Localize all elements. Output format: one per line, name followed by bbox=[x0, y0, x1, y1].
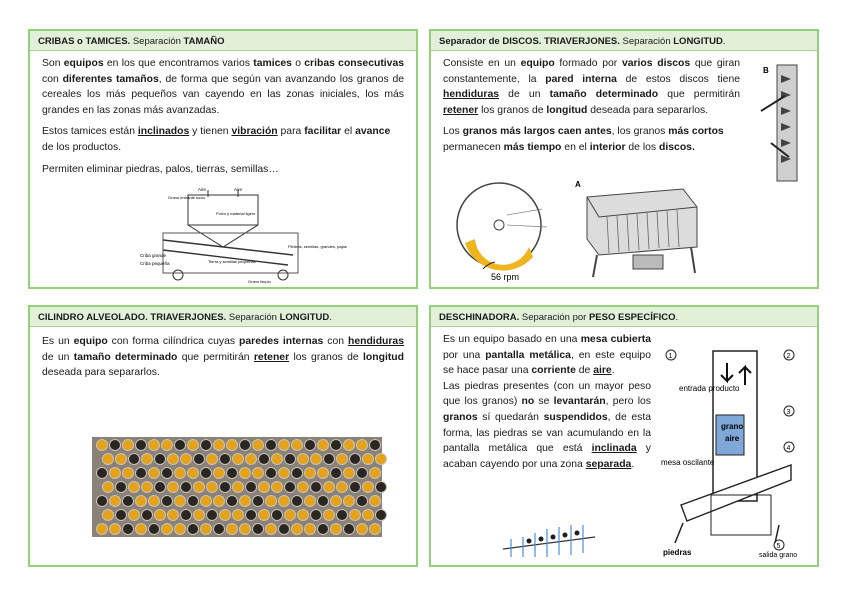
pocket-cell bbox=[259, 454, 270, 465]
text-run: , los granos bbox=[611, 126, 669, 138]
pocket-cell bbox=[103, 454, 114, 465]
pocket-cell bbox=[194, 510, 205, 521]
pocket-cell bbox=[357, 496, 368, 507]
text-run: sí quedarán bbox=[477, 411, 544, 423]
text-run: avance bbox=[355, 126, 391, 138]
text-run: se bbox=[534, 396, 554, 408]
pocket-cell bbox=[123, 496, 134, 507]
pocket-cell bbox=[162, 440, 173, 451]
pocket-cell bbox=[337, 510, 348, 521]
pocket-cell bbox=[337, 482, 348, 493]
pocket-cell bbox=[305, 468, 316, 479]
text-run: con forma cilíndrica cuyas bbox=[107, 336, 240, 347]
pocket-cell bbox=[220, 454, 231, 465]
paragraph bbox=[443, 124, 740, 155]
text-run: diferentes tamaños bbox=[62, 73, 159, 85]
text-run: varios discos bbox=[621, 58, 691, 69]
pocket-cell bbox=[201, 468, 212, 479]
paragraph bbox=[42, 162, 404, 178]
pocket-cell bbox=[97, 524, 108, 535]
pocket-cell bbox=[357, 524, 368, 535]
text-run: tamices bbox=[253, 58, 292, 69]
screen-diagram bbox=[499, 519, 599, 557]
title-sep: Separación bbox=[619, 36, 674, 47]
disc-diagram bbox=[447, 177, 557, 282]
pocket-cell bbox=[246, 482, 257, 493]
text-run: retener bbox=[443, 104, 479, 116]
num3: 3 bbox=[786, 409, 791, 416]
pocket-cell bbox=[175, 524, 186, 535]
text-run: permanecen bbox=[443, 141, 504, 153]
text-run: Es un bbox=[42, 336, 74, 347]
pocket-cell bbox=[357, 440, 368, 451]
pocket-cell bbox=[344, 524, 355, 535]
title-type: TAMAÑO bbox=[183, 36, 225, 47]
card-title bbox=[30, 307, 416, 327]
pocket-cell bbox=[188, 496, 199, 507]
title-sep: Separación bbox=[226, 312, 280, 323]
pocket-cell bbox=[149, 496, 160, 507]
pocket-cell bbox=[103, 510, 114, 521]
text-run: hendiduras bbox=[347, 336, 404, 347]
paragraph bbox=[42, 124, 404, 155]
text-run: discos. bbox=[659, 141, 695, 153]
label-limpio: Grano limpio bbox=[248, 279, 271, 284]
text-run: con bbox=[323, 336, 348, 347]
card-body bbox=[30, 327, 416, 381]
label-entrada: entrada producto bbox=[679, 384, 740, 393]
pocket-cell bbox=[175, 440, 186, 451]
pocket-cell bbox=[376, 510, 387, 521]
label-aire: aire bbox=[725, 434, 740, 443]
pocket-cell bbox=[168, 482, 179, 493]
paragraph bbox=[443, 56, 740, 118]
pocket-cell bbox=[240, 468, 251, 479]
card-title bbox=[431, 31, 817, 51]
pocket-cell bbox=[110, 524, 121, 535]
text-run: , de forma que según van avanzando los granos de cereales los más pequeños van cayendo en las zonas iniciales, los más grandes en las zonas más avanzadas. bbox=[42, 73, 405, 116]
pocket-cell bbox=[123, 524, 134, 535]
text-run: tamaño determinado bbox=[73, 351, 178, 363]
pocket-cell bbox=[142, 482, 153, 493]
pocket-cell bbox=[129, 510, 140, 521]
text-run: Permiten eliminar piedras, palos, tierras, semillas… bbox=[42, 163, 279, 175]
pocket-cell bbox=[266, 496, 277, 507]
text-run: , pero los bbox=[605, 396, 651, 408]
text-run: , de esta forma, las piedras se van acumulando en la pantalla metálica que está bbox=[443, 411, 652, 455]
title-type: LONGITUD bbox=[673, 36, 723, 47]
text-run: Consiste en un bbox=[443, 58, 521, 69]
pocket-cell bbox=[214, 440, 225, 451]
pocket-cell bbox=[324, 510, 335, 521]
text-run: levantarán bbox=[553, 396, 606, 408]
pocket-cell bbox=[103, 482, 114, 493]
title-main: DESCHINADORA. bbox=[439, 312, 520, 323]
pocket-cell bbox=[207, 454, 218, 465]
pocket-cell bbox=[110, 440, 121, 451]
text-run: . bbox=[611, 365, 615, 377]
text-run: corriente bbox=[531, 365, 576, 377]
title-type: LONGITUD bbox=[279, 312, 330, 323]
text-run: facilitar bbox=[304, 126, 342, 138]
pocket-cell bbox=[311, 482, 322, 493]
pocket-cell bbox=[188, 468, 199, 479]
rpm-label: 56 rpm bbox=[491, 272, 520, 282]
text-run: mesa cubierta bbox=[580, 334, 651, 345]
pocket-cell bbox=[227, 440, 238, 451]
pocket-cell bbox=[227, 496, 238, 507]
pocket-cell bbox=[142, 510, 153, 521]
pocket-cell bbox=[233, 454, 244, 465]
text-run: Son bbox=[42, 58, 64, 69]
pocket-cell bbox=[318, 524, 329, 535]
label-entrada: Grano entrante sucio bbox=[168, 195, 206, 200]
pocket-cell bbox=[253, 468, 264, 479]
pocket-cell bbox=[162, 468, 173, 479]
text-run: inclinada bbox=[591, 443, 637, 455]
pocket-cell bbox=[129, 454, 140, 465]
text-run: equipo bbox=[520, 58, 555, 69]
pocket-cell bbox=[272, 482, 283, 493]
pocket-cell bbox=[136, 440, 147, 451]
text-run: deseada para separarlos. bbox=[587, 104, 709, 116]
text-run: que permitirán bbox=[177, 351, 254, 363]
pocket-cell bbox=[97, 468, 108, 479]
card-deschinadora bbox=[429, 305, 819, 567]
text-run: inclinados bbox=[137, 126, 190, 138]
pocket-cell bbox=[298, 454, 309, 465]
pocket-cell bbox=[253, 496, 264, 507]
paragraph bbox=[42, 334, 404, 381]
pocket-cell bbox=[363, 454, 374, 465]
pocket-cell bbox=[181, 510, 192, 521]
card-cilindro bbox=[28, 305, 418, 567]
pocket-cell bbox=[370, 440, 381, 451]
text-run: cribas consecutivas bbox=[304, 58, 405, 69]
text-run: deseada para separarlos. bbox=[42, 367, 160, 379]
text-run: y tienen bbox=[189, 126, 232, 138]
text-run: de un bbox=[499, 89, 550, 101]
pocket-cell bbox=[279, 468, 290, 479]
card-discos bbox=[429, 29, 819, 289]
pocket-cell bbox=[149, 468, 160, 479]
pocket-cell bbox=[155, 482, 166, 493]
pocket-cell bbox=[279, 524, 290, 535]
text-run: , en este equipo se hace pasar una bbox=[443, 349, 651, 377]
label-piedras: Piedras, semillas, grandes, pajas bbox=[288, 244, 347, 249]
pocket-cell bbox=[279, 440, 290, 451]
title-end: . bbox=[675, 312, 679, 323]
text-run: hendiduras bbox=[443, 89, 500, 101]
pocket-cell bbox=[220, 510, 231, 521]
pocket-cell bbox=[155, 510, 166, 521]
pocket-cell bbox=[201, 440, 212, 451]
pocket-cell bbox=[214, 496, 225, 507]
fig-a-label: A bbox=[575, 180, 581, 189]
text-run: de bbox=[575, 365, 594, 377]
pocket-cell bbox=[207, 482, 218, 493]
card-body bbox=[30, 51, 416, 177]
text-run: equipos bbox=[63, 58, 104, 69]
title-end: . bbox=[722, 36, 726, 47]
pocket-cell bbox=[344, 440, 355, 451]
label-grano: grano bbox=[721, 422, 744, 431]
disc-pocket-illustration bbox=[761, 61, 806, 183]
label-salida: salida grano bbox=[759, 552, 798, 559]
pocket-cell bbox=[272, 454, 283, 465]
pocket-cell bbox=[318, 468, 329, 479]
text-run: longitud bbox=[363, 351, 404, 363]
pocket-cell bbox=[168, 510, 179, 521]
label-polvo: Polvo y material ligero bbox=[216, 211, 256, 216]
label-pequena: Criba pequeña bbox=[140, 261, 170, 266]
text-run: de los productos. bbox=[42, 141, 122, 153]
text-run: granos más largos caen antes bbox=[462, 126, 612, 138]
pocket-cell bbox=[136, 524, 147, 535]
pocket-cell bbox=[298, 482, 309, 493]
pocket-cell bbox=[181, 454, 192, 465]
text-run: retener bbox=[253, 351, 290, 363]
text-run: Las piedras presentes (con un mayor peso que los granos) bbox=[443, 380, 651, 408]
pocket-cell bbox=[344, 468, 355, 479]
text-run: de un bbox=[42, 351, 74, 363]
pocket-cell bbox=[214, 468, 225, 479]
text-run: Estos tamices están bbox=[42, 126, 138, 138]
pocket-cell bbox=[285, 482, 296, 493]
pocket-cell bbox=[292, 524, 303, 535]
text-run: vibración bbox=[231, 126, 278, 138]
pocket-cell bbox=[194, 482, 205, 493]
pocket-cell bbox=[324, 454, 335, 465]
text-run: con bbox=[42, 73, 63, 85]
text-run: longitud bbox=[546, 104, 588, 116]
pocket-cell bbox=[376, 454, 387, 465]
text-run: el bbox=[341, 126, 356, 138]
title-type: PESO ESPECÍFICO bbox=[588, 312, 676, 323]
pocket-cell bbox=[350, 510, 361, 521]
pocket-cell bbox=[149, 524, 160, 535]
pocket-cell bbox=[350, 482, 361, 493]
pocket-cell bbox=[279, 496, 290, 507]
paragraph bbox=[443, 379, 651, 473]
pocket-cell bbox=[116, 454, 127, 465]
pocket-cell bbox=[292, 496, 303, 507]
pocket-cell bbox=[233, 510, 244, 521]
pocket-cell bbox=[246, 510, 257, 521]
pocket-cell bbox=[168, 454, 179, 465]
pocket-cell bbox=[142, 454, 153, 465]
pocket-cell bbox=[292, 468, 303, 479]
pocket-cell bbox=[227, 468, 238, 479]
text-run: granos bbox=[443, 411, 478, 423]
label-piedras: piedras bbox=[663, 548, 692, 557]
pocket-cell bbox=[207, 510, 218, 521]
pocket-cell bbox=[123, 440, 134, 451]
text-run: pared interna bbox=[545, 73, 617, 85]
text-run: más tiempo bbox=[503, 141, 562, 153]
pocket-cell bbox=[266, 524, 277, 535]
label-grande: Criba grande bbox=[140, 253, 167, 258]
title-end: . bbox=[329, 312, 332, 323]
text-run: de estos discos tiene bbox=[616, 73, 740, 85]
pocket-cell bbox=[155, 454, 166, 465]
pocket-cell bbox=[331, 440, 342, 451]
pocket-cell bbox=[272, 510, 283, 521]
pocket-cell bbox=[253, 524, 264, 535]
text-run: . bbox=[631, 458, 635, 470]
pocket-cell bbox=[123, 468, 134, 479]
text-run: suspendidos bbox=[543, 411, 608, 423]
pocket-cell bbox=[266, 440, 277, 451]
pocket-cell bbox=[240, 440, 251, 451]
text-run: en el bbox=[561, 141, 590, 153]
pocket-cell bbox=[363, 510, 374, 521]
text-run: más cortos bbox=[668, 126, 724, 138]
pocket-cell bbox=[259, 482, 270, 493]
pocket-cell bbox=[285, 510, 296, 521]
pocket-cell bbox=[162, 524, 173, 535]
pocket-cell bbox=[116, 510, 127, 521]
pocket-cell bbox=[220, 482, 231, 493]
pocket-cell bbox=[350, 454, 361, 465]
cribas-diagram bbox=[138, 185, 347, 285]
pocket-cell bbox=[259, 510, 270, 521]
pocket-cell bbox=[285, 454, 296, 465]
pocket-cell bbox=[188, 440, 199, 451]
pocket-cell bbox=[253, 440, 264, 451]
num2: 2 bbox=[786, 353, 791, 360]
pocket-cell bbox=[136, 468, 147, 479]
text-run: que giran constantemente, la bbox=[443, 58, 741, 85]
text-run: pantalla metálica bbox=[485, 349, 571, 361]
text-run: equipo bbox=[73, 336, 108, 347]
text-run: aire bbox=[593, 365, 612, 377]
num4: 4 bbox=[786, 445, 791, 452]
pocket-cell bbox=[227, 524, 238, 535]
pocket-cell bbox=[370, 468, 381, 479]
text-run: los granos de bbox=[289, 351, 364, 363]
fig-b-label: B bbox=[763, 66, 769, 75]
pocket-cell bbox=[136, 496, 147, 507]
title-main: Separador de DISCOS. TRIAVERJONES. bbox=[439, 36, 620, 47]
pocket-cell bbox=[201, 496, 212, 507]
pocket-cell bbox=[188, 524, 199, 535]
text-run: formado por bbox=[554, 58, 622, 69]
pocket-cell bbox=[240, 496, 251, 507]
pocket-cell bbox=[201, 524, 212, 535]
pocket-cell bbox=[149, 440, 160, 451]
pocket-cell bbox=[194, 454, 205, 465]
text-run: para bbox=[277, 126, 305, 138]
pocket-cell bbox=[292, 440, 303, 451]
pocket-cell bbox=[110, 468, 121, 479]
pocket-cell bbox=[266, 468, 277, 479]
pocket-cell bbox=[357, 468, 368, 479]
text-run: y acaban cayendo por una zona bbox=[443, 443, 651, 470]
text-run: Los bbox=[443, 126, 463, 138]
text-run: en los que encontramos varios bbox=[103, 58, 254, 69]
pocket-cell bbox=[298, 510, 309, 521]
text-run: los granos de bbox=[478, 104, 547, 116]
pocket-cell bbox=[305, 524, 316, 535]
pocket-cell bbox=[363, 482, 374, 493]
title-sep: Separación por bbox=[519, 312, 589, 323]
card-body bbox=[431, 51, 740, 156]
pocket-cell bbox=[331, 496, 342, 507]
title-main: CRIBAS o TAMICES. bbox=[38, 36, 131, 47]
pocket-cell bbox=[97, 496, 108, 507]
paragraph bbox=[443, 332, 651, 379]
pocket-cell bbox=[162, 496, 173, 507]
pocket-cell bbox=[233, 482, 244, 493]
pocket-cell bbox=[311, 454, 322, 465]
disc-machine-illustration bbox=[573, 177, 705, 282]
pocket-cell bbox=[214, 524, 225, 535]
text-run: no bbox=[521, 396, 535, 408]
text-run: por una bbox=[443, 349, 486, 361]
pocket-cell bbox=[129, 482, 140, 493]
pocket-cell bbox=[318, 496, 329, 507]
pocket-cell bbox=[344, 496, 355, 507]
num5: 5 bbox=[776, 543, 781, 550]
pocket-cell bbox=[175, 496, 186, 507]
pocket-cell bbox=[331, 468, 342, 479]
card-title bbox=[431, 307, 817, 327]
label-aire2: Aire bbox=[234, 187, 243, 192]
text-run: que permitirán bbox=[658, 89, 740, 101]
text-run: interior bbox=[589, 141, 626, 153]
pocket-cell bbox=[337, 454, 348, 465]
paragraph bbox=[42, 56, 404, 118]
cylinder-pocket-photo bbox=[92, 437, 382, 537]
title-main: CILINDRO ALVEOLADO. TRIAVERJONES. bbox=[38, 312, 227, 323]
pocket-cell bbox=[240, 524, 251, 535]
pocket-cell bbox=[370, 496, 381, 507]
card-body bbox=[431, 327, 651, 472]
text-run: separada bbox=[585, 458, 632, 470]
pocket-cell bbox=[97, 440, 108, 451]
pocket-cell bbox=[324, 482, 335, 493]
pocket-cell bbox=[370, 524, 381, 535]
text-run: Es un equipo basado en una bbox=[443, 334, 581, 345]
label-mesa: mesa oscilante bbox=[661, 458, 715, 467]
pocket-cell bbox=[331, 524, 342, 535]
title-sep: Separación bbox=[130, 36, 184, 47]
destoner-diagram bbox=[661, 345, 811, 559]
pocket-cell bbox=[305, 440, 316, 451]
card-cribas bbox=[28, 29, 418, 289]
label-aire1: Aire bbox=[198, 187, 207, 192]
pocket-cell bbox=[175, 468, 186, 479]
pocket-cell bbox=[305, 496, 316, 507]
text-run: paredes internas bbox=[239, 336, 324, 347]
pocket-cell bbox=[110, 496, 121, 507]
pocket-cell bbox=[246, 454, 257, 465]
card-title bbox=[30, 31, 416, 51]
text-run: de los bbox=[625, 141, 660, 153]
pocket-cell bbox=[318, 440, 329, 451]
label-tierra: Tierra y semillas pequeñas bbox=[208, 259, 256, 264]
pocket-cell bbox=[376, 482, 387, 493]
pocket-cell bbox=[116, 482, 127, 493]
pocket-cell bbox=[181, 482, 192, 493]
text-run: o bbox=[291, 58, 305, 69]
text-run: tamaño determinado bbox=[549, 89, 659, 101]
pocket-cell bbox=[311, 510, 322, 521]
num1: 1 bbox=[668, 353, 673, 360]
